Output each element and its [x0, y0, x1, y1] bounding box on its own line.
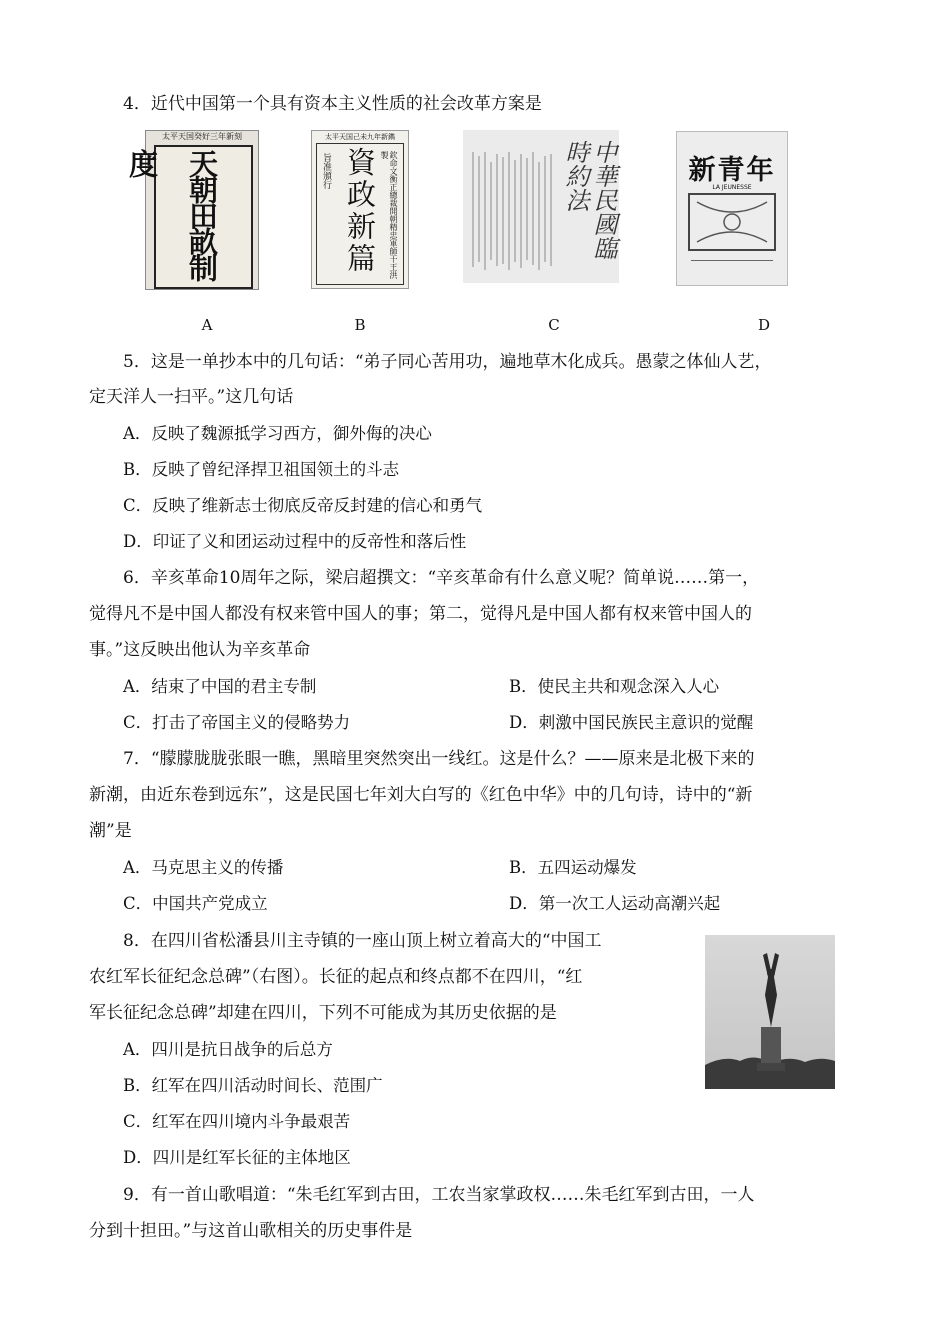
q8-option-c: C．红军在四川境内斗争最艰苦 — [123, 1112, 351, 1131]
q5-stem-line2: 定天洋人一扫平。”这几句话 — [89, 387, 294, 407]
image-d-ornament — [687, 192, 777, 252]
image-b-zizheng — [311, 130, 409, 289]
q7-option-d: D．第一次工人运动高潮兴起 — [509, 894, 721, 913]
q6-stem-line1: 6．辛亥革命10周年之际，梁启超撰文：“辛亥革命有什么意义呢？简单说……第一， — [123, 568, 760, 588]
image-a-title: 天朝田畝制度 — [125, 149, 219, 279]
q5-stem-line1: 5．这是一单抄本中的几句话：“弟子同心苦用功，遍地草木化成兵。愚蒙之体仙人艺， — [123, 352, 772, 372]
q6-option-b: B．使民主共和观念深入人心 — [509, 677, 720, 696]
q6-option-d: D．刺激中国民族民主意识的觉醒 — [509, 713, 754, 732]
q6-option-a: A．结束了中国的君主专制 — [123, 677, 317, 696]
image-c-yuefa — [463, 130, 619, 283]
caption-c: C — [548, 316, 560, 334]
image-c-text-columns — [465, 132, 559, 282]
q5-option-a: A．反映了魏源抵学习西方，御外侮的决心 — [123, 424, 432, 443]
image-a-tianchao — [125, 130, 259, 290]
q8-option-a: A．四川是抗日战争的后总方 — [123, 1040, 333, 1059]
caption-b: B — [354, 316, 366, 334]
q9-stem-line2: 分到十担田。”与这首山歌相关的历史事件是 — [89, 1221, 413, 1241]
q6-stem-line3: 事。”这反映出他认为辛亥革命 — [89, 640, 311, 660]
q7-option-c: C．中国共产党成立 — [123, 894, 268, 913]
image-b-side-right: 欽命文衡正總裁開朝精忠軍師干王洪 製 — [380, 151, 398, 279]
image-a-top-text: 太平天国癸好三年新刻 — [162, 132, 242, 141]
image-d-title: 新青年 — [688, 155, 776, 186]
q6-stem-line2: 觉得凡不是中国人都没有权来管中国人的事；第二，觉得凡是中国人都有权来管中国人的 — [89, 604, 752, 624]
image-b-side-left: 旨准頒行 — [321, 153, 331, 189]
q6-option-c: C．打击了帝国主义的侵略势力 — [123, 713, 351, 732]
q5-option-d: D．印证了义和团运动过程中的反帝性和落后性 — [123, 532, 467, 551]
caption-a: A — [201, 316, 213, 334]
q7-option-a: A．马克思主义的传播 — [123, 858, 284, 877]
image-b-top-text: 太平天国己未九年新鐫 — [325, 133, 395, 141]
monument-photo — [705, 935, 835, 1089]
q7-option-b: B．五四运动爆发 — [509, 858, 637, 877]
q8-option-b: B．红军在四川活动时间长、范围广 — [123, 1076, 383, 1095]
q5-option-b: B．反映了曾纪泽捍卫祖国领土的斗志 — [123, 460, 400, 479]
q7-stem-line2: 新潮，由近东卷到远东”，这是民国七年刘大白写的《红色中华》中的几句诗，诗中的“新 — [89, 785, 753, 805]
q4-stem: 4．近代中国第一个具有资本主义性质的社会改革方案是 — [123, 94, 542, 114]
caption-d: D — [757, 316, 771, 334]
image-c-title: 中華民國臨時約法 — [561, 140, 617, 260]
q8-stem-line3: 军长征纪念总碑”却建在四川，下列不可能成为其历史依据的是 — [89, 1003, 557, 1023]
q5-option-c: C．反映了维新志士彻底反帝反封建的信心和勇气 — [123, 496, 483, 515]
image-d-subtitle: LA JEUNESSE — [712, 184, 752, 191]
image-b-title: 資政新篇 — [343, 147, 377, 275]
image-d-xinqingnian — [676, 131, 788, 286]
q8-stem-line2: 农红军长征纪念总碑”（右图）。长征的起点和终点都不在四川，“红 — [89, 967, 583, 987]
monument-figure — [705, 935, 835, 1089]
q8-stem-line1: 8．在四川省松潘县川主寺镇的一座山顶上树立着高大的“中国工 — [123, 931, 602, 951]
q9-stem-line1: 9．有一首山歌唱道：“朱毛红军到古田，工农当家掌政权……朱毛红军到古田，一人 — [123, 1185, 755, 1205]
q7-stem-line3: 潮”是 — [89, 821, 132, 841]
q8-option-d: D．四川是红军长征的主体地区 — [123, 1148, 351, 1167]
q7-stem-line1: 7．“朦朦胧胧张眼一瞧，黑暗里突然突出一线红。这是什么？——原来是北极下来的 — [123, 749, 755, 769]
